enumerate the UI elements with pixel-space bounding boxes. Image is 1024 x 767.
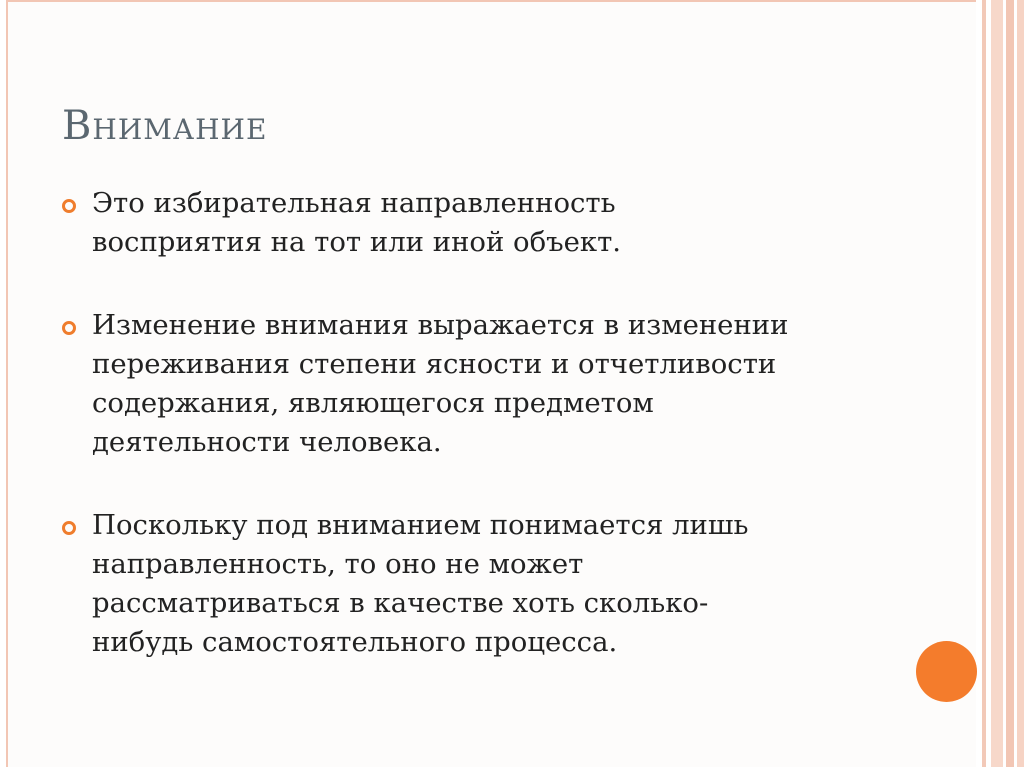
ring-bullet-icon <box>62 521 76 535</box>
ring-bullet-icon <box>62 321 76 335</box>
decorative-circle-icon <box>916 641 977 702</box>
bullet-item <box>62 506 922 662</box>
bullet-item <box>62 306 922 462</box>
stripe <box>1017 0 1024 767</box>
stripe <box>991 0 1003 767</box>
slide-title: Внимание <box>62 103 268 149</box>
bullet-text: Это избирательная направленность восприятия на тот или иной объект. <box>92 187 622 258</box>
stripe <box>1006 0 1014 767</box>
bullet-list <box>62 184 922 706</box>
ring-bullet-icon <box>62 199 76 213</box>
bullet-text: Поскольку под вниманием понимается лишь направленность, то оно не может рассматриваться в качестве хоть сколько- нибудь самостоятельного процесса. <box>92 509 749 658</box>
decorative-stripes <box>976 0 1024 767</box>
bullet-item <box>62 184 922 262</box>
bullet-text: Изменение внимания выражается в изменении переживания степени ясности и отчетливости содержания, являющегося предметом деятельности человека. <box>92 309 789 458</box>
